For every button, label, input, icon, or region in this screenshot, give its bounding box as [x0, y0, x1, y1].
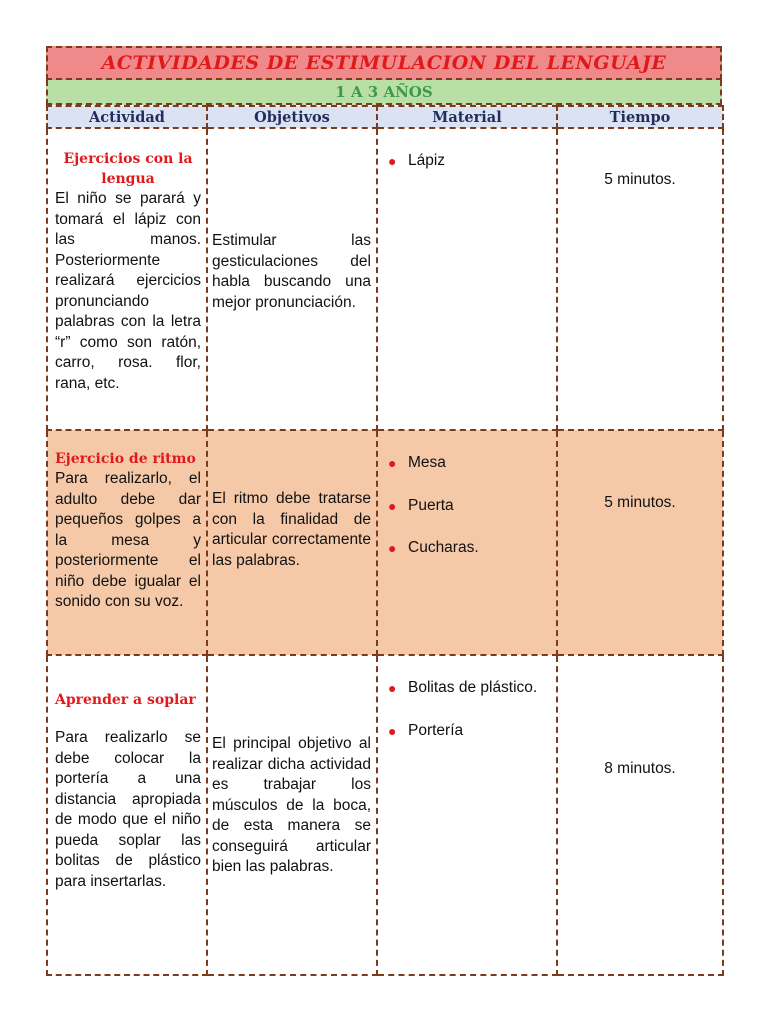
bullet-icon: ● [388, 153, 397, 169]
activity-title: Ejercicios con la lengua [63, 151, 193, 187]
age-range-subtitle: 1 A 3 AÑOS [335, 82, 433, 101]
time-cell [557, 655, 723, 975]
material-list [378, 656, 556, 741]
material-cell [377, 430, 557, 655]
objective-cell [207, 128, 377, 430]
objective-cell [207, 655, 377, 975]
list-item: ● Mesa [408, 453, 556, 474]
table-row [47, 430, 723, 655]
activity-cell [47, 655, 207, 975]
activity-description: El niño se parará y tomará el lápiz con las manos. Posteriormente realizará ejercicios pronunciando palabras con la letra “r” como son ratón, carro, rosa. flor, rana, etc. [55, 190, 201, 392]
material-cell [377, 655, 557, 975]
list-item: ● Puerta [408, 496, 556, 517]
subtitle-banner [46, 80, 722, 105]
list-item: ● Bolitas de plástico. [408, 678, 550, 699]
objective-text: Estimular las gesticulaciones del habla buscando una mejor pronunciación. [212, 232, 371, 311]
table-row [47, 128, 723, 430]
material-list [378, 129, 556, 172]
objective-text: El principal objetivo al realizar dicha actividad es trabajar los músculos de la boca, de esta manera se conseguirá articular bien las palabras. [212, 735, 371, 875]
material-list [378, 431, 556, 559]
document-title: ACTIVIDADES DE ESTIMULACION DEL LENGUAJE [101, 52, 667, 74]
material-cell [377, 128, 557, 430]
table-header-row [47, 106, 723, 128]
activity-description: Para realizarlo, el adulto debe dar pequeños golpes a la mesa y posteriormente el niño debe igualar el sonido con su voz. [55, 470, 201, 610]
activity-cell [47, 128, 207, 430]
header-objetivos: Objetivos [207, 106, 377, 128]
title-banner [46, 46, 722, 80]
header-tiempo: Tiempo [557, 106, 723, 128]
time-value: 5 minutos. [604, 171, 676, 188]
list-item: ● Lápiz [408, 151, 556, 172]
activity-cell [47, 430, 207, 655]
time-value: 8 minutos. [604, 760, 676, 777]
table-row [47, 655, 723, 975]
activities-document [46, 46, 722, 976]
bullet-icon: ● [388, 722, 397, 739]
objective-text: El ritmo debe tratarse con la finalidad de articular correctamente las palabras. [212, 490, 371, 569]
time-cell [557, 128, 723, 430]
list-item: ● Cucharas. [408, 538, 556, 559]
bullet-icon: ● [388, 540, 397, 556]
header-material: Material [377, 106, 557, 128]
time-cell [557, 430, 723, 655]
activities-table [46, 105, 724, 976]
time-value: 5 minutos. [604, 494, 676, 511]
bullet-icon: ● [388, 497, 397, 514]
list-item: ● Portería [408, 721, 550, 742]
bullet-icon: ● [388, 455, 397, 471]
header-actividad: Actividad [47, 106, 207, 128]
activity-title: Aprender a soplar [55, 692, 196, 708]
activity-description: Para realizarlo se debe colocar la portería a una distancia apropiada de modo que el niño pueda soplar las bolitas de plástico para insertarlas. [55, 729, 201, 890]
activity-title: Ejercicio de ritmo [55, 451, 196, 467]
bullet-icon: ● [388, 680, 397, 696]
objective-cell [207, 430, 377, 655]
